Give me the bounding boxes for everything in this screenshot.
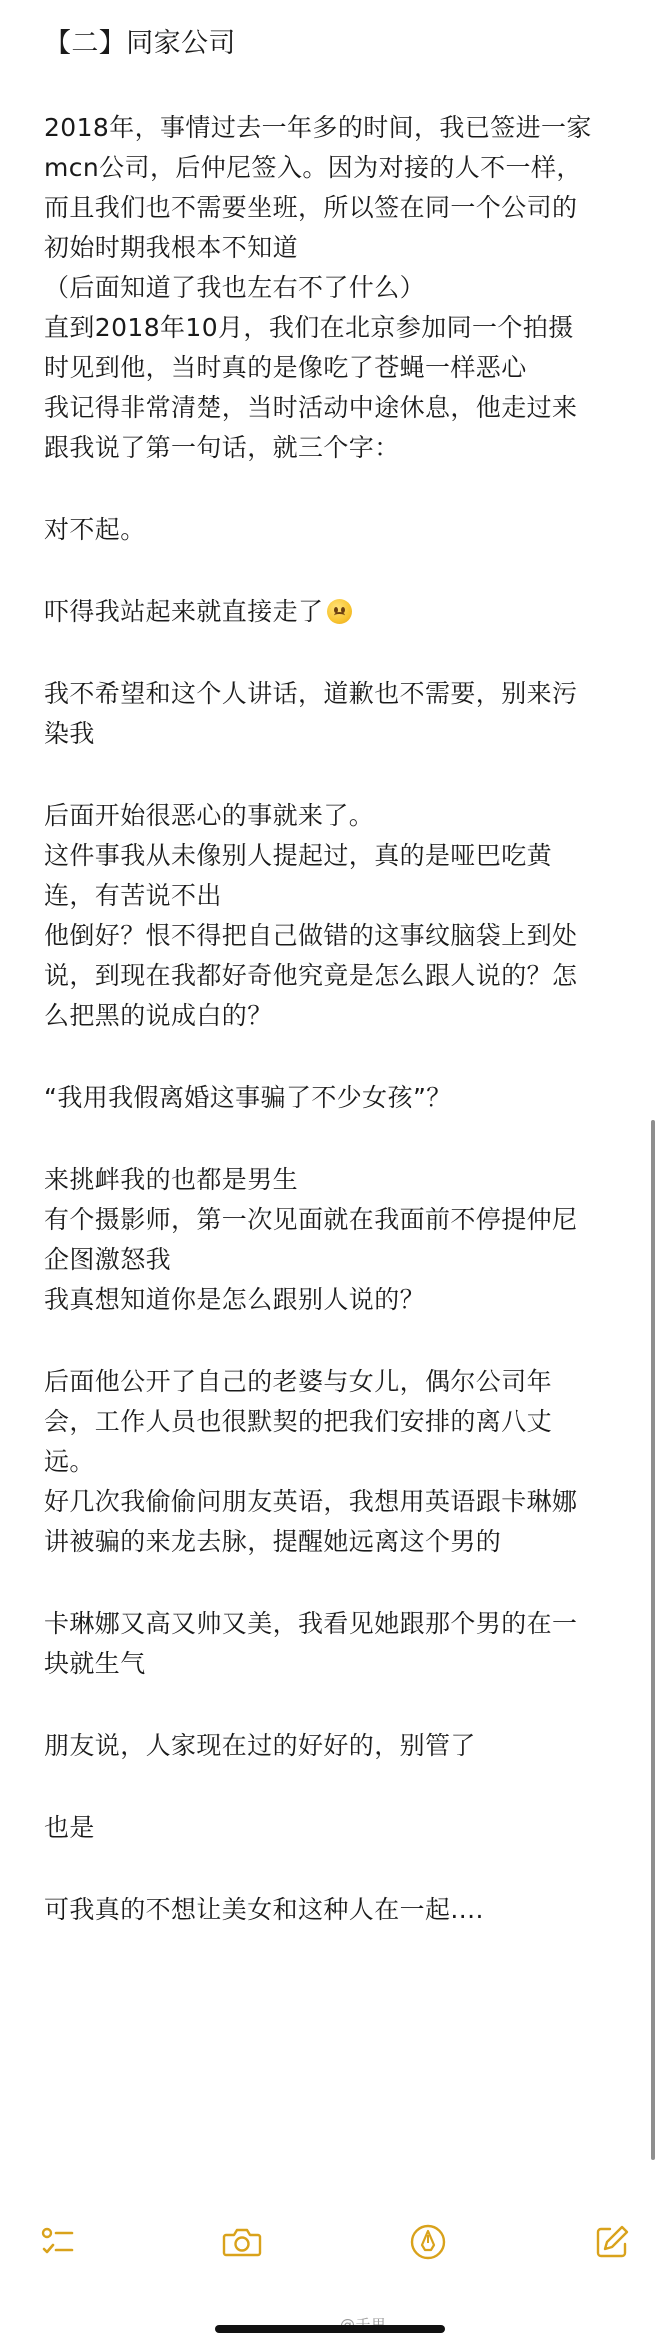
notes-toolbar (0, 2220, 660, 2288)
note-line: 远。 (44, 1447, 95, 1476)
note-line: 企图激怒我 (44, 1245, 172, 1274)
note-line: 时见到他，当时真的是像吃了苍蝇一样恶心 (44, 353, 527, 382)
markup-button[interactable] (406, 2220, 450, 2264)
note-line: 直到2018年10月，我们在北京参加同一个拍摄 (44, 313, 574, 342)
note-line: 而且我们也不需要坐班，所以签在同一个公司的 (44, 193, 578, 222)
note-line: 我记得非常清楚，当时活动中途休息，他走过来 (44, 393, 578, 422)
compose-icon (594, 2224, 630, 2260)
note-line: 讲被骗的来龙去脉，提醒她远离这个男的 (44, 1527, 502, 1556)
note-line: 朋友说，人家现在过的好好的，别管了 (44, 1731, 476, 1760)
note-line: 块就生气 (44, 1649, 146, 1678)
note-line: 连，有苦说不出 (44, 881, 222, 910)
note-line: 这件事我从未像别人提起过，真的是哑巴吃黄 (44, 841, 553, 870)
note-line: 说，到现在我都好奇他究竟是怎么跟人说的？怎 (44, 961, 578, 990)
note-line: 跟我说了第一句话，就三个字： (44, 433, 400, 462)
note-line: 也是 (44, 1813, 95, 1842)
note-line: 他倒好？恨不得把自己做错的这事纹脑袋上到处 (44, 921, 578, 950)
note-line: 我不希望和这个人讲话，道歉也不需要，别来污 (44, 679, 578, 708)
camera-button[interactable] (220, 2220, 264, 2264)
note-line: 后面开始很恶心的事就来了。 (44, 801, 375, 830)
note-line: 来挑衅我的也都是男生 (44, 1165, 299, 1194)
note-title: 【二】同家公司 (44, 28, 236, 59)
note-line: 好几次我偷偷问朋友英语，我想用英语跟卡琳娜 (44, 1487, 578, 1516)
note-line: 有个摄影师，第一次见面就在我面前不停提仲尼 (44, 1205, 578, 1234)
note-line: 对不起。 (44, 515, 146, 544)
note-line-text: 吓得我站起来就直接走了 (44, 597, 324, 626)
note-line: 可我真的不想让美女和这种人在一起.... (44, 1895, 484, 1924)
note-line: 后面他公开了自己的老婆与女儿，偶尔公司年 (44, 1367, 553, 1396)
note-line: 我真想知道你是怎么跟别人说的？ (44, 1285, 426, 1314)
checklist-icon (41, 2225, 75, 2259)
note-line: 会，工作人员也很默契的把我们安排的离八丈 (44, 1407, 553, 1436)
note-line: 初始时期我根本不知道 (44, 233, 299, 262)
note-line: （后面知道了我也左右不了什么） (44, 273, 426, 302)
markup-pen-icon (409, 2223, 447, 2261)
note-line: 么把黑的说成白的？ (44, 1001, 273, 1030)
compose-button[interactable] (590, 2220, 634, 2264)
upside-down-face-emoji-icon (327, 599, 352, 624)
note-line: 染我 (44, 719, 95, 748)
camera-icon (222, 2225, 262, 2259)
checklist-button[interactable] (36, 2220, 80, 2264)
home-indicator[interactable] (215, 2325, 445, 2333)
note-line: 2018年，事情过去一年多的时间，我已签进一家 (44, 113, 592, 142)
note-line: “我用我假离婚这事骗了不少女孩”？ (44, 1083, 452, 1112)
note-line: 卡琳娜又高又帅又美，我看见她跟那个男的在一 (44, 1609, 578, 1638)
note-body[interactable] (44, 22, 620, 1930)
scrollbar[interactable] (651, 1120, 655, 2160)
note-line-with-emoji (44, 592, 620, 632)
note-line: mcn公司，后仲尼签入。因为对接的人不一样， (44, 153, 582, 182)
